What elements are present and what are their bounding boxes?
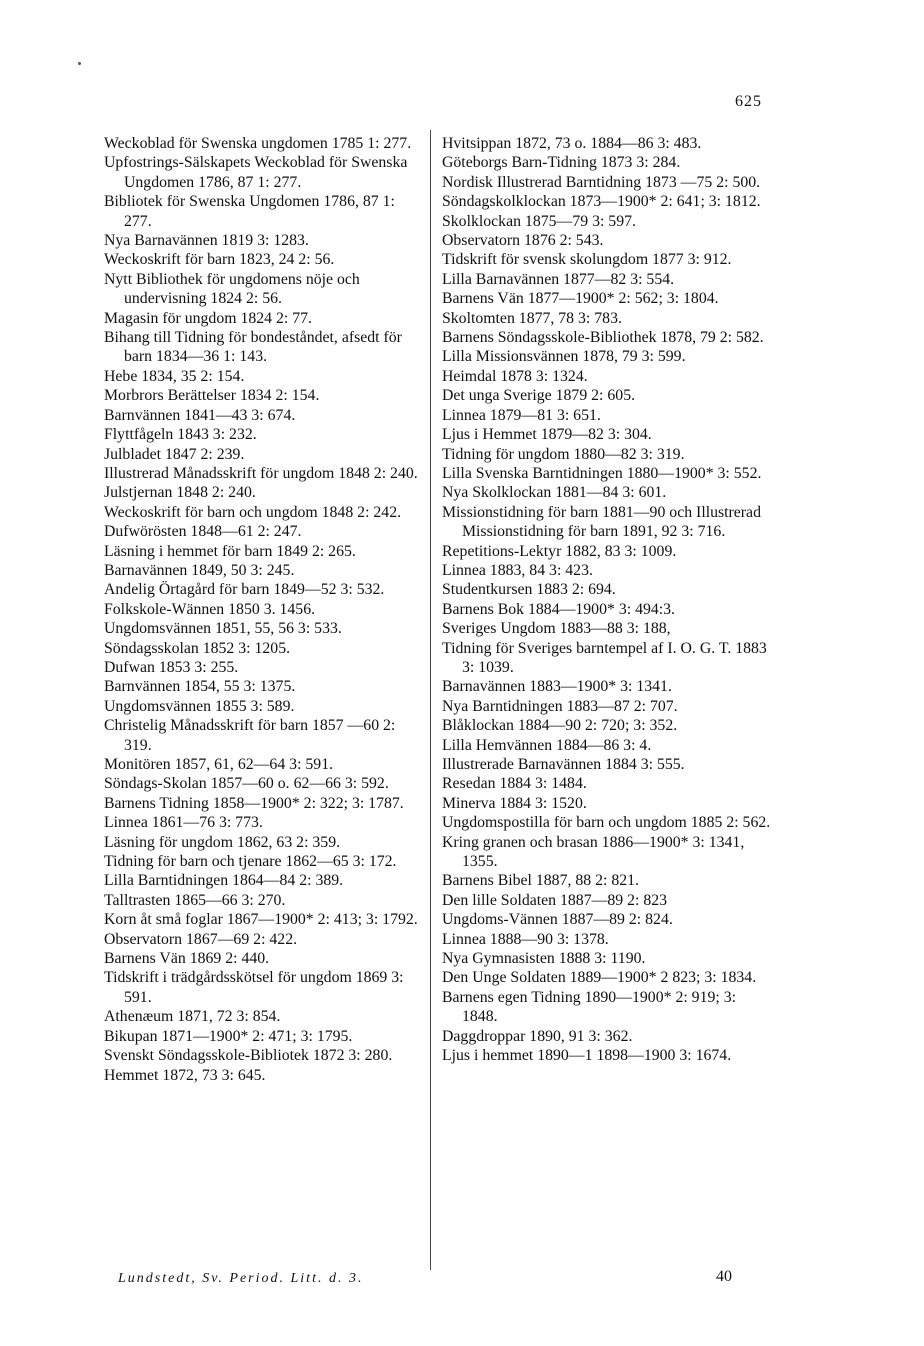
index-entry: Folkskole-Wännen 1850 3. 1456. (104, 600, 316, 618)
index-entry: Barnens Bibel 1887, 88 2: 821. (442, 872, 640, 890)
index-entry: Tidning för ungdom 1880—82 3: 319. (442, 445, 685, 463)
index-entry: Barnvännen 1854, 55 3: 1375. (104, 678, 296, 696)
index-entry: Tidning för Sveriges barntempel af I. O. G. T. 1883 3: 1039. (442, 639, 767, 676)
index-entry: Svenskt Söndagsskole-Bibliotek 1872 3: 280. (104, 1047, 393, 1065)
index-entry: Tidning för barn och tjenare 1862—65 3: 172. (104, 853, 397, 871)
index-entry: Weckoblad för Swenska ungdomen 1785 1: 277. (104, 135, 412, 152)
index-entry: Weckoskrift för barn och ungdom 1848 2: 242. (104, 503, 402, 521)
index-entry: Barnvännen 1841—43 3: 674. (104, 406, 296, 424)
index-entry: Barnens Söndagsskole-Bibliothek 1878, 79 2: 582. (442, 329, 764, 347)
index-entry: Flyttfågeln 1843 3: 232. (104, 426, 257, 444)
index-entry: Julbladet 1847 2: 239. (104, 445, 245, 463)
right-column (442, 134, 774, 1066)
index-entry: Dufwörösten 1848—61 2: 247. (104, 523, 302, 541)
index-entry: Resedan 1884 3: 1484. (442, 775, 587, 793)
index-entry: Nya Barnavännen 1819 3: 1283. (104, 232, 309, 250)
index-entry: Den Unge Soldaten 1889—1900* 2 823; 3: 1834. (442, 969, 757, 987)
index-entry: Ljus i Hemmet 1879—82 3: 304. (442, 426, 652, 444)
index-entry: Den lille Soldaten 1887—89 2: 823 (442, 891, 668, 909)
index-entry: Kring granen och brasan 1886—1900* 3: 1341, 1355. (442, 833, 745, 871)
index-entry: Studentkursen 1883 2: 694. (442, 581, 616, 599)
index-entry: Lilla Missionsvännen 1878, 79 3: 599. (442, 348, 686, 366)
index-entry: Skolklockan 1875—79 3: 597. (442, 212, 636, 230)
index-entry: Nytt Bibliothek för ungdomens nöje och undervisning 1824 2: 56. (104, 270, 360, 308)
left-column (104, 134, 426, 1085)
index-entry: Missionstidning för barn 1881—90 och Illustrerad Missionstidning för barn 1891, 92 3: 716. (442, 503, 761, 541)
index-entry: Christelig Månadsskrift för barn 1857 —60 2: 319. (104, 717, 396, 754)
index-entry: Söndagskolklockan 1873—1900* 2: 641; 3: 1812. (442, 193, 761, 211)
index-entry: Andelig Örtagård för barn 1849—52 3: 532. (104, 581, 385, 599)
index-entry: Upfostrings-Sälskapets Weckoblad för Swenska Ungdomen 1786, 87 1: 277. (104, 154, 408, 191)
index-entry: Magasin för ungdom 1824 2: 77. (104, 309, 312, 327)
index-entry: Lilla Barnavännen 1877—82 3: 554. (442, 270, 675, 288)
index-entry: Ungdomsvännen 1851, 55, 56 3: 533. (104, 620, 342, 638)
index-entry: Hvitsippan 1872, 73 o. 1884—86 3: 483. (442, 135, 702, 152)
index-entry: Observatorn 1867—69 2: 422. (104, 930, 298, 948)
index-entry: Barnens Vän 1869 2: 440. (104, 950, 270, 968)
index-entry: Heimdal 1878 3: 1324. (442, 367, 588, 385)
index-entry: Lilla Barntidningen 1864—84 2: 389. (104, 872, 344, 890)
paper-speck (78, 62, 81, 65)
index-entry: Sveriges Ungdom 1883—88 3: 188, (442, 620, 671, 638)
index-entry: Lilla Hemvännen 1884—86 3: 4. (442, 736, 652, 754)
column-divider (430, 130, 431, 1270)
page-number: 625 (735, 93, 762, 110)
index-entry: Minerva 1884 3: 1520. (442, 794, 587, 812)
index-entry: Tidskrift i trädgårdsskötsel för ungdom 1869 3: 591. (104, 969, 404, 1006)
index-entry: Göteborgs Barn-Tidning 1873 3: 284. (442, 154, 681, 172)
index-entry: Tidskrift för svensk skolungdom 1877 3: 912. (442, 251, 732, 269)
index-entry: Julstjernan 1848 2: 240. (104, 484, 256, 502)
index-entry: Söndags-Skolan 1857—60 o. 62—66 3: 592. (104, 775, 389, 793)
index-entry: Talltrasten 1865—66 3: 270. (104, 891, 286, 909)
index-entry: Nya Gymnasisten 1888 3: 1190. (442, 950, 646, 968)
index-entry: Bikupan 1871—1900* 2: 471; 3: 1795. (104, 1027, 353, 1045)
index-entry: Athenæum 1871, 72 3: 854. (104, 1008, 281, 1026)
index-entry: Nya Barntidningen 1883—87 2: 707. (442, 697, 678, 715)
index-entry: Barnavännen 1883—1900* 3: 1341. (442, 678, 672, 696)
index-entry: Barnavännen 1849, 50 3: 245. (104, 561, 295, 579)
index-entry: Korn åt små foglar 1867—1900* 2: 413; 3: 1792. (104, 911, 418, 929)
index-entry: Lilla Svenska Barntidningen 1880—1900* 3: 552. (442, 464, 762, 482)
index-entry: Linnea 1879—81 3: 651. (442, 406, 601, 424)
index-entry: Hemmet 1872, 73 3: 645. (104, 1066, 266, 1084)
index-entry: Barnens Vän 1877—1900* 2: 562; 3: 1804. (442, 290, 719, 308)
index-entry: Observatorn 1876 2: 543. (442, 232, 604, 250)
footer-signature: Lundstedt, Sv. Period. Litt. d. 3. (118, 1271, 364, 1286)
index-entry: Linnea 1888—90 3: 1378. (442, 930, 609, 948)
index-entry: Ungdoms-Vännen 1887—89 2: 824. (442, 911, 673, 929)
index-entry: Linnea 1883, 84 3: 423. (442, 561, 593, 579)
index-entry: Repetitions-Lektyr 1882, 83 3: 1009. (442, 542, 677, 560)
index-entry: Weckoskrift för barn 1823, 24 2: 56. (104, 251, 335, 269)
index-entry: Hebe 1834, 35 2: 154. (104, 367, 245, 385)
index-entry: Morbrors Berättelser 1834 2: 154. (104, 387, 320, 405)
index-entry: Barnens Tidning 1858—1900* 2: 322; 3: 1787. (104, 794, 404, 812)
index-entry: Läsning i hemmet för barn 1849 2: 265. (104, 542, 356, 560)
index-entry: Barnens Bok 1884—1900* 3: 494:3. (442, 600, 675, 618)
index-entry: Illustrerad Månadsskrift för ungdom 1848 2: 240. (104, 464, 418, 482)
index-entry: Barnens egen Tidning 1890—1900* 2: 919; 3: 1848. (442, 988, 737, 1026)
index-entry: Skoltomten 1877, 78 3: 783. (442, 309, 622, 327)
index-entry: Bibliotek för Swenska Ungdomen 1786, 87 1: 277. (104, 193, 395, 230)
index-entry: Det unga Sverige 1879 2: 605. (442, 387, 636, 405)
index-entry: Ungdomspostilla för barn och ungdom 1885 2: 562. (442, 814, 771, 832)
index-entry: Ljus i hemmet 1890—1 1898—1900 3: 1674. (442, 1047, 732, 1065)
index-entry: Nordisk Illustrerad Barntidning 1873 —75 2: 500. (442, 173, 761, 191)
index-entry: Nya Skolklockan 1881—84 3: 601. (442, 484, 667, 502)
index-entry: Monitören 1857, 61, 62—64 3: 591. (104, 756, 334, 773)
index-entry: Dufwan 1853 3: 255. (104, 658, 239, 676)
index-entry: Ungdomsvännen 1855 3: 589. (104, 697, 295, 715)
index-entry: Linnea 1861—76 3: 773. (104, 814, 263, 832)
index-entry: Läsning för ungdom 1862, 63 2: 359. (104, 833, 341, 851)
index-entry: Illustrerade Barnavännen 1884 3: 555. (442, 756, 685, 773)
sheet-number: 40 (716, 1268, 732, 1285)
index-entry: Blåklockan 1884—90 2: 720; 3: 352. (442, 717, 678, 735)
index-entry: Bihang till Tidning för bondeståndet, afsedt för barn 1834—36 1: 143. (104, 329, 402, 366)
index-entry: Daggdroppar 1890, 91 3: 362. (442, 1027, 633, 1045)
index-entry: Söndagsskolan 1852 3: 1205. (104, 639, 291, 657)
